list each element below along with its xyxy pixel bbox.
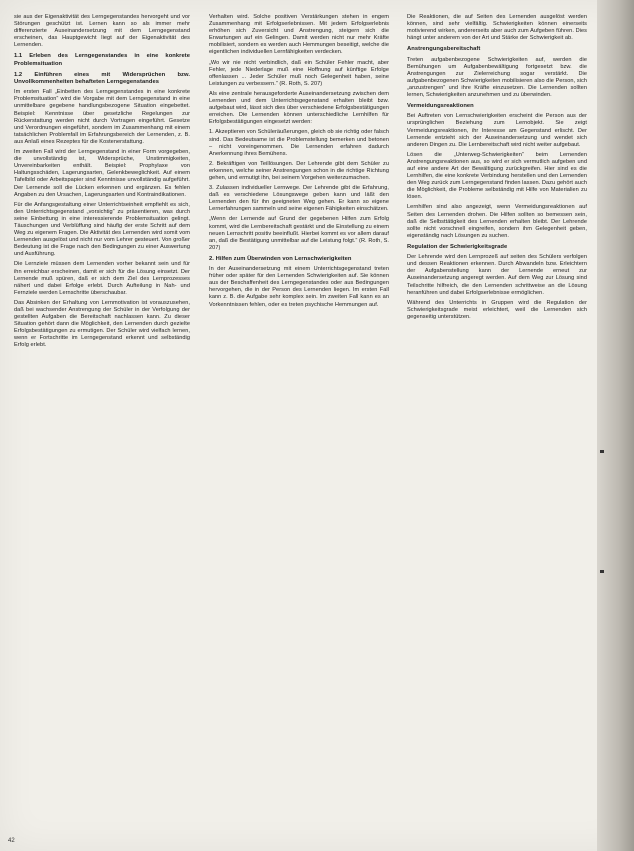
- text-column-middle: [209, 14, 389, 312]
- binding-mark: [600, 570, 604, 573]
- paragraph: Bei Auftreten von Lernschwierigkeiten erscheint die Person aus der ursprünglichen Beziehung zum Lernobjekt. Sie zeigt Vermeidungsreaktionen, ihr Interesse am Gegenstand erlischt. Der Lernende entzieht sich der Auseinandersetzung und wendet sich anderen Dingen zu. Die Lernbereitschaft wird nicht weiter aufgebaut.: [407, 113, 587, 148]
- section-heading: Vermeidungsreaktionen: [407, 103, 474, 110]
- paragraph: Während des Unterrichts in Gruppen wird die Regulation der Schwierigkeitsgrade meist erleichtert, weil die Lernenden sich gegenseitig unterstützen.: [407, 299, 587, 320]
- paragraph: Als eine zentrale herausgeforderte Auseinandersetzung zwischen dem Lernenden und dem Unterrichtsgegenstand erhalten bleibt bzw. aufgebaut wird, lässt sich dies über verschiedene Erfolgsbestätigungen erreichen. Die Lernenden können unterschiedliche Lernhilfen für Erfolgsbestätigungen eingesetzt werden:: [209, 90, 389, 126]
- text-column-left: [14, 14, 190, 353]
- page-number: 42: [8, 838, 15, 844]
- paragraph: Die Lernziele müssen dem Lernenden vorher bekannt sein und für ihn erreichbar erscheinen, damit er sich für die Lösung einsetzt. Der Lernende muß spüren, daß er sich dem Ziel des Lernprozesses nähert und dabei Erfolge erlebt. Durch Aufteilung in Nah- und Fernziele werden Lernschritte überschaubar.: [14, 261, 190, 296]
- paragraph: Im ersten Fall „Einbetten des Lerngegenstandes in eine konkrete Problemsituation“ wird die Vorgabe mit dem Lerngegenstand in eine unmittelbare gegebene handlungsbezogene Situation eingebettet. Beispiel: Kenntnisse über gesetzliche Regelungen zur Rückerstattung werden nicht durch Vortragen eingeführt. Gesetze und Verordnungen eingeführt, sondern im Zusammenhang mit einem tatsächlichen Problemfall im Erfahrungsbereich der Lernenden, z. B. aus Anlaß eines Rezeptes für die Kostenerstattung.: [14, 89, 190, 145]
- binding-mark: [600, 450, 604, 453]
- list-item: 1. Akzeptieren von Schüleräußerungen, gleich ob sie richtig oder falsch sind. Das Bedeutsame ist die Problemstellung bemerken und betonen – nicht voreingenommen. Die Lernenden erfahren dadurch Anerkennung ihres Bemühens.: [209, 129, 389, 157]
- paragraph: Für die Anfangsgestaltung einer Unterrichtseinheit empfiehlt es sich, den Unterrichtsgegenstand „vorsichtig“ zu präsentieren, was durch seine Einbettung in eine interessierende Problemsituation gelingt. Täuschungen und Verblüffung sind häufig der erste Schritt auf dem Weg zu eigenem Fragen. Die Aktivität des Lernenden wird somit vom Lernenden ausgelöst und nicht nur vom Lehrer gesteuert. Von großer Bedeutung ist die Frage nach den Bedingungen zu einer Auswertung und Ausführung.: [14, 201, 190, 258]
- section-heading: 1.1 Erleben des Lerngegenstandes in eine konkrete Problemsituation: [14, 53, 190, 67]
- paragraph: In der Auseinandersetzung mit einem Unterrichtsgegenstand treten früher oder später für den Lernenden Schwierigkeiten auf. Sie können aus der Beschaffenheit des Lerngegenstandes oder aus Bedingungen hervorgehen, die in der Person des Lernenden liegen. Im ersten Fall kann z. B. die Aufgabe sehr komplex sein. Im zweiten Fall kann es an Vorkenntnissen fehlen, oder es treten psychische Hemmungen auf.: [209, 266, 389, 308]
- paragraph: Treten aufgabenbezogene Schwierigkeiten auf, werden die Bemühungen um Aufgabenbewältigung fortgesetzt bzw. die Anstrengungen zur Zielerreichung sogar verstärkt. Die aufgabenbezogenen Schwierigkeiten mobilisieren also die Person, sich „anzustrengen“ und ihre Kräfte einzusetzen. Die Lernenden sollten lernen, Schwierigkeiten anzunehmen und zu überwinden.: [407, 56, 587, 99]
- paragraph: Die Reaktionen, die auf Seiten des Lernenden ausgelöst werden können, sind sehr vielfältig. Schwierigkeiten können einerseits motivierend wirken, andererseits aber auch zum Aufgeben führen. Dies hängt unter anderem von der Art und Stärke der Schwierigkeit ab.: [407, 14, 587, 42]
- section-heading: Anstrengungsbereitschaft: [407, 46, 481, 53]
- quote: „Wo wir nie nicht verbindlich, daß ein Schüler Fehler macht, aber Fehler, jede Niederlage muß eine Hoffnung auf künftige Erfolge offenlassen ... Jeder Schüler muß noch Gelegenheit haben, seine Leistungen zu verbessern.“ (R. Roth, S. 207): [209, 59, 389, 87]
- section-heading: 2. Hilfen zum Überwinden von Lernschwierigkeiten: [209, 255, 352, 262]
- paragraph: Das Absinken der Erhaltung von Lernmotivation ist vorauszusehen, daß bei wachsender Anstrengung der Schüler in der Verfolgung der gestellten Aufgaben die Bereitschaft nachlassen kann. Zu dieser Situation gehört dann die Möglichkeit, den Lernenden durch gezielte Erfolgsbestätigungen zu ermutigen. Der Schüler wird vielfach lernen, wenn er Fortschritte im Lerngegenstand erkennt und selbständig Erfolg erlebt.: [14, 299, 190, 349]
- paragraph: Lösen die „Unterweg-Schwierigkeiten“ beim Lernenden Anstrengungsreaktionen aus, so wird er sich vermutlich aufgeben und auf eine andere Art der Bewältigung zurückgreifen. Hier sind es die Lernhilfen, die eine konkrete Verbindung herstellen und den Lernenden den Weg zurück zum Lerngegenstand finden lassen. Dazu gehört auch die Möglichkeit, die Probleme selbständig mit Hilfe von Materialien zu lösen.: [407, 151, 587, 201]
- list-item: 3. Zulassen individueller Lernwege. Der Lehrende gibt die Erfahrung, daß es verschiedene Lösungswege geben kann und läßt den Lernenden den für ihn geeigneten Weg gehen. Er kann so eigene Lernerfahrungen sammeln und seine eigenen Fähigkeiten einschätzen.: [209, 185, 389, 213]
- paragraph: Im zweiten Fall wird der Lerngegenstand in einer Form vorgegeben, die unvollständig ist, Widersprüche, Unstimmigkeiten, Unvereinbarkeiten enthält. Beispiel: Prophylaxe von Haltungsschäden, Lagerungsarten, Gelenkbeweglichkeit. Auf einem Tafelbild oder Arbeitspapier sind Kenntnisse unvollständig aufgeführt. Der Lernende soll die Lücken erkennen und ergänzen. Es fehlen Angaben zu den Ursachen, Lagerungsarten und Kontraindikationen.: [14, 149, 190, 198]
- quote: „Wenn der Lernende auf Grund der gegebenen Hilfen zum Erfolg kommt, wird die Lernbereitschaft gestärkt und die Einstellung zu einem neuen Lernschritt positiv beeinflußt. Hierbei kommt es vor allem darauf an, daß die Bestätigung unmittelbar auf die Leistung folgt.“ (R. Roth, S. 207): [209, 216, 389, 251]
- list-item: 2. Bekräftigen von Teillösungen. Der Lehrende gibt dem Schüler zu erkennen, welche seiner Anstrengungen schon in die richtige Richtung gehen, und ermutigt ihn, bei seinem Vorgehen weiterzumachen.: [209, 160, 389, 181]
- text-column-right: [407, 14, 587, 324]
- paragraph: Der Lehrende wird den Lernprozeß auf seiten des Schülers verfolgen und dessen Reaktionen erkennen. Durch Abwandeln bzw. Erleichtern der Aufgabenstellung kann der Lernende erneut zur Auseinandersetzung angeregt werden. Auf dem Weg zur Lösung sind Teilschritte hilfreich, die den Lernenden schrittweise an die Lösung heranführen und dabei Erfolgserlebnisse ermöglichen.: [407, 254, 587, 296]
- paragraph: sie aus der Eigenaktivität des Lerngegenstandes hervorgeht und vor Störungen geschützt ist. Lernen kann so als immer mehr differenzierte Auseinandersetzung mit dem Lerngegenstand erscheinen, das Hauptgewicht liegt auf der Eigenaktivität des Lernenden.: [14, 14, 190, 49]
- page-edge-shadow: [597, 0, 634, 851]
- section-heading: Regulation der Schwierigkeitsgrade: [407, 243, 508, 250]
- paragraph: Lernhilfen sind also angezeigt, wenn Vermeidungsreaktionen auf Seiten des Lernenden drohen. Die Hilfen sollten so bemessen sein, daß die Selbsttätigkeit des Lernenden erhalten bleibt. Der Lehrende sollte nicht vorschnell eingreifen, sondern ihm Gelegenheit geben, eigenständig nach Lösungen zu suchen.: [407, 204, 587, 239]
- paragraph: Verhalten wird. Solche positiven Verstärkungen stehen in engem Zusammenhang mit Erfolgserlebnissen. Mit jedem Erfolgserlebnis erhöhen sich Zuversicht und Anstrengung, steigern sich die Erwartungen auf ein Gelingen. Damit werden nicht nur mehr Kräfte mobilisiert, sondern es werden auch Hemmungen beseitigt, welche die eigentlichen individuellen Lernfähigkeiten verdecken.: [209, 14, 389, 56]
- section-heading: 1.2 Einführen eines mit Widersprüchen bzw. Unvollkommenheiten behafteten Lerngegenstandes: [14, 71, 190, 86]
